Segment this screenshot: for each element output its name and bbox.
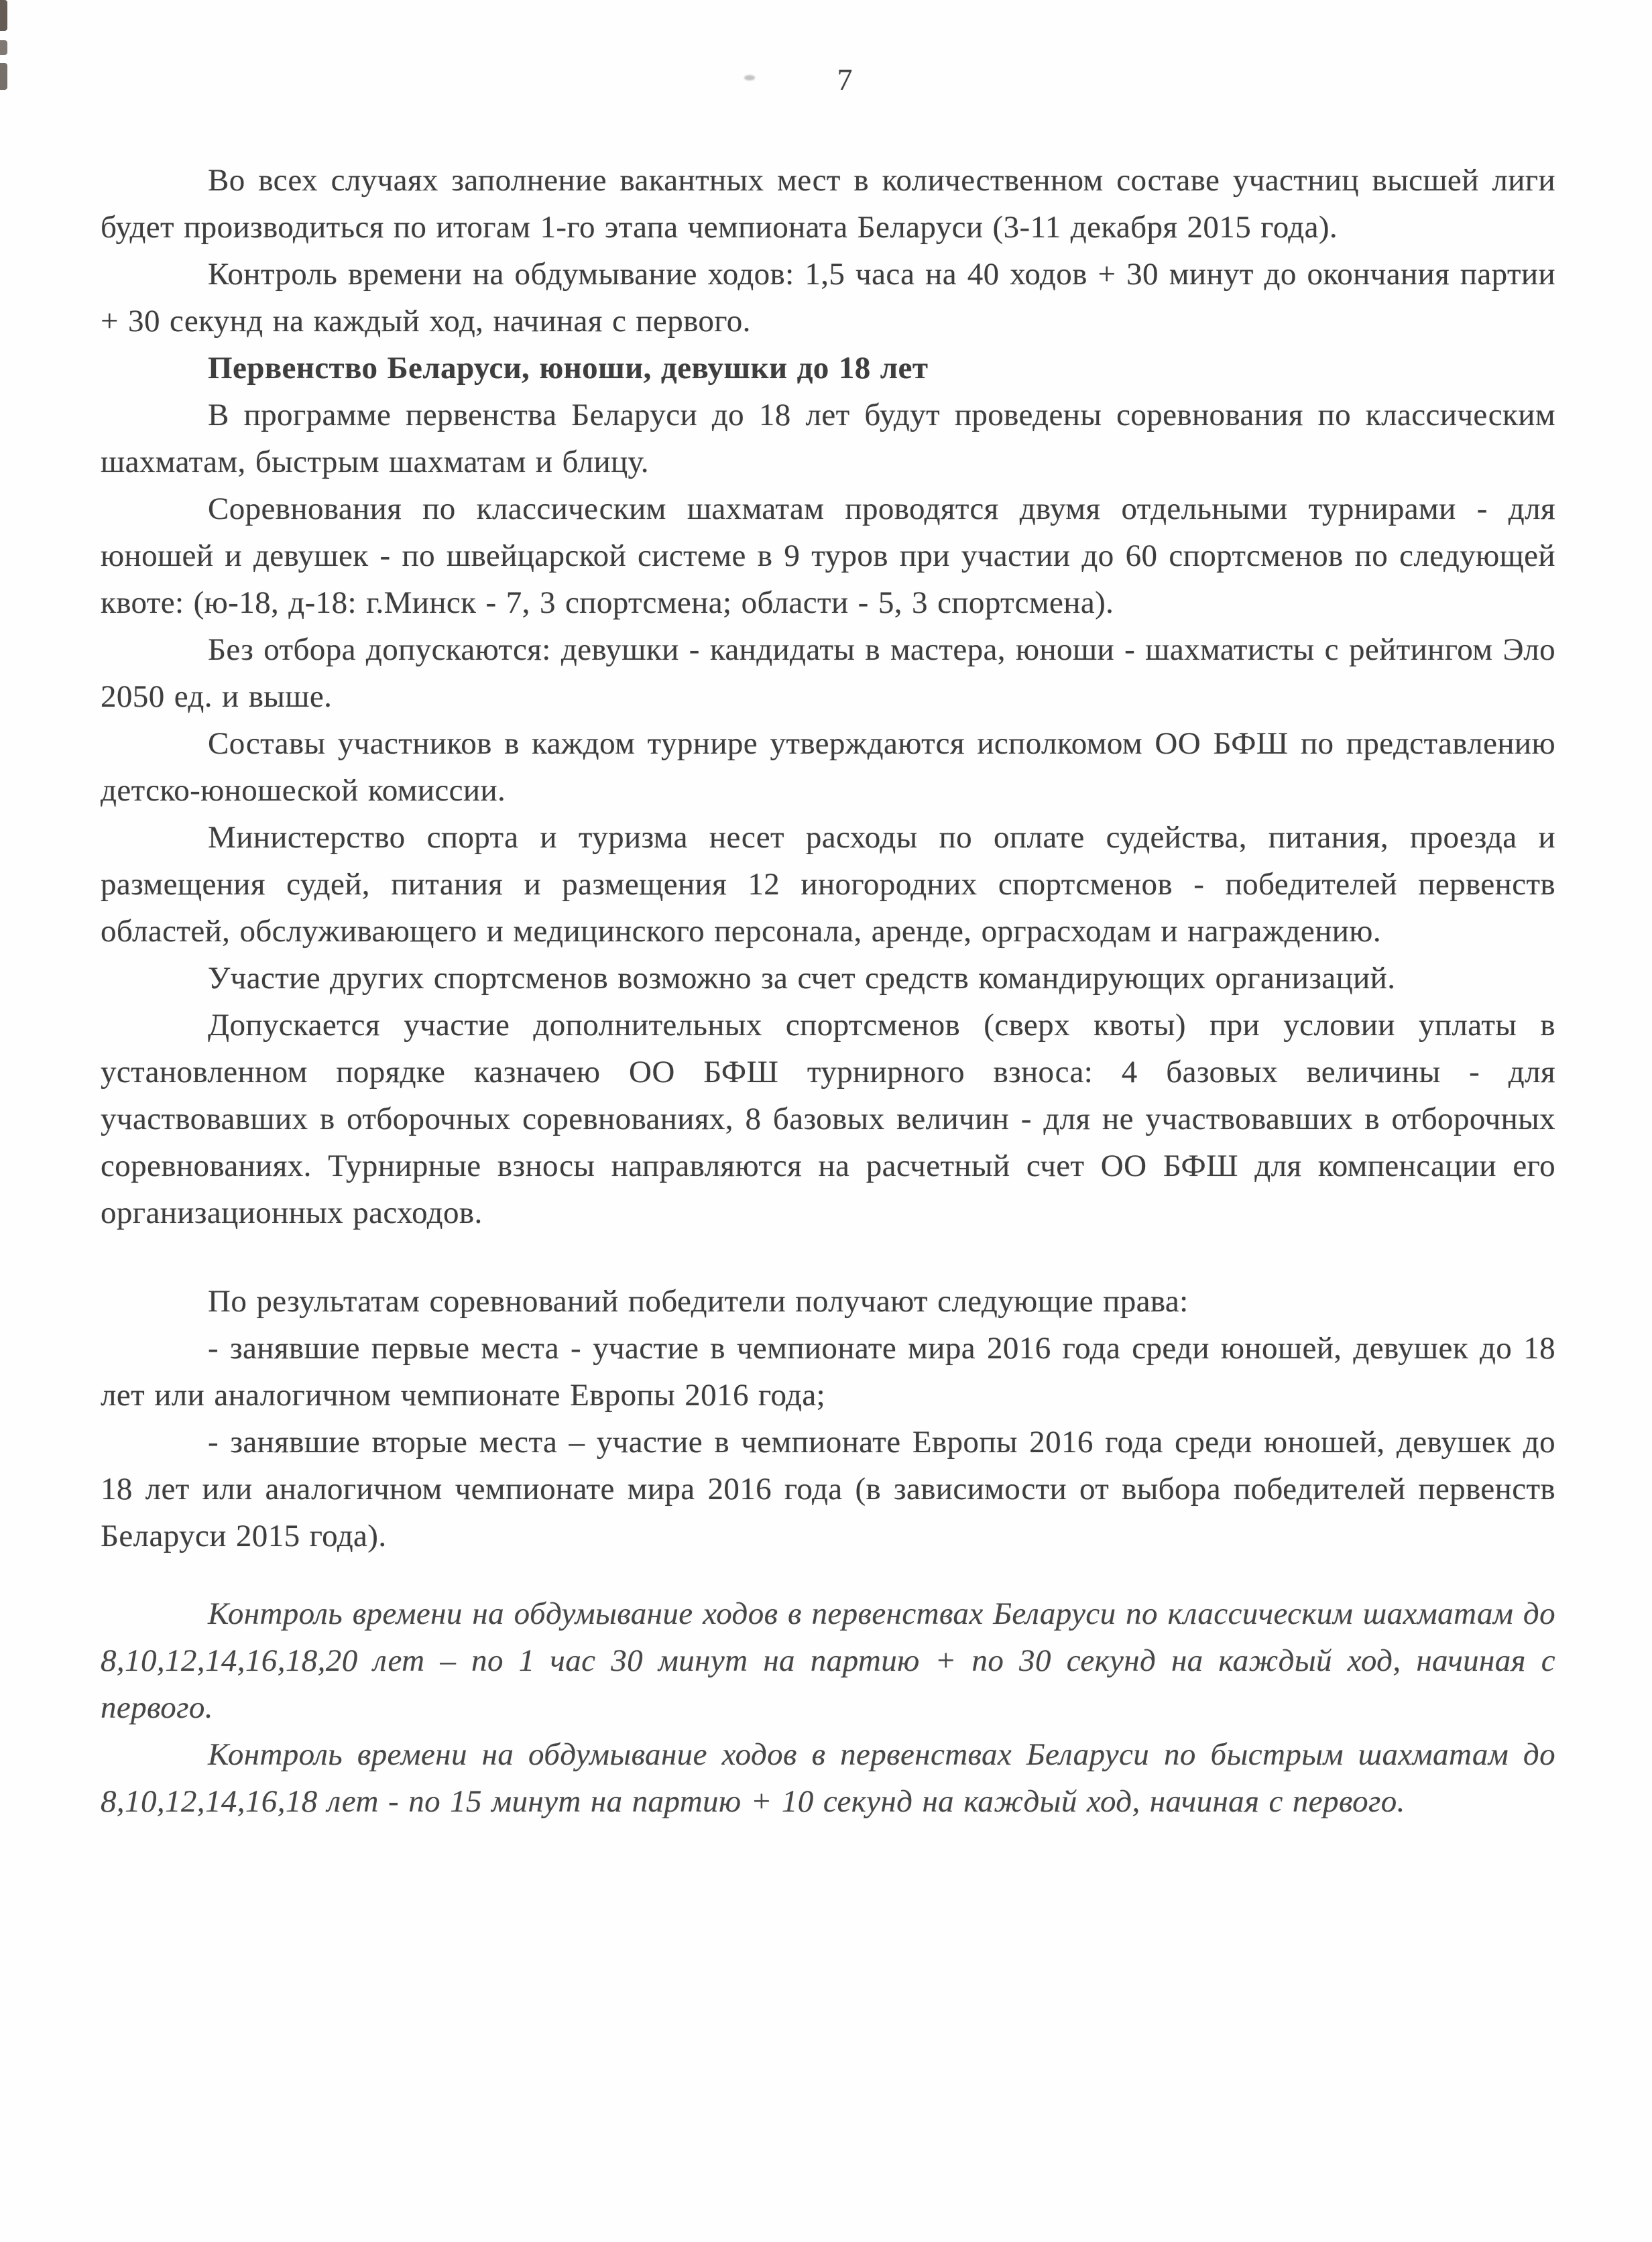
paragraph-program: В программе первенства Беларуси до 18 лет будут проведены соревнования по классическим шахматам, быстрым шахматам и блицу. [101, 398, 1555, 479]
paragraph-winners-rights-intro: По результатам соревнований победители получают следующие права: [208, 1284, 1189, 1319]
paragraph-other-athletes: Участие других спортсменов возможно за счет средств командирующих организаций. [208, 961, 1396, 996]
paragraph-no-selection: Без отбора допускаются: девушки - кандидаты в мастера, юноши - шахматисты с рейтингом Эло 2050 ед. и выше. [101, 632, 1555, 714]
paragraph-extra-athletes-fee: Допускается участие дополнительных спортсменов (сверх квоты) при условии уплаты в установленном порядке казначею ОО БФШ турнирного взноса: 4 базовых величины - для участвовавших в отборочных соревнованиях, 8 базовых величин - для не участвовавших в отборочных соревнованиях. Турнирные взносы направляются на расчетный счет ОО БФШ для компенсации его организационных расходов. [101, 1008, 1555, 1230]
section-heading-u18-championship: Первенство Беларуси, юноши, девушки до 18 лет [208, 351, 929, 386]
paragraph-vacancy-filling: Во всех случаях заполнение вакантных мест в количественном составе участниц высшей лиги будет производиться по итогам 1-го этапа чемпионата Беларуси (3-11 декабря 2015 года). [101, 163, 1555, 245]
paragraph-classical-system: Соревнования по классическим шахматам проводятся двумя отдельными турнирами - для юношей и девушек - по швейцарской системе в 9 туров при участии до 60 спортсменов по следующей квоте: (ю-18, д-18: г.Минск - 7, 3 спортсмена; области - 5, 3 спортсмена). [101, 491, 1555, 620]
paragraph-second-places-right: - занявшие вторые места – участие в чемпионате Европы 2016 года среди юношей, девушек до 18 лет или аналогичном чемпионате мира 2016 года (в зависимости от выбора победителей первенств Беларуси 2015 года). [101, 1425, 1555, 1553]
page-number: 7 [837, 62, 853, 97]
scan-edge-artifact [0, 0, 7, 31]
scan-edge-artifact [0, 63, 7, 90]
document-body [0, 157, 1652, 1825]
paragraph-time-control-rapid-youth: Контроль времени на обдумывание ходов в первенствах Беларуси по быстрым шахматам до 8,10,12,14,16,18 лет - по 15 минут на партию + 10 секунд на каждый ход, начиная с первого. [101, 1737, 1555, 1819]
paragraph-first-places-right: - занявшие первые места - участие в чемпионате мира 2016 года среди юношей, девушек до 18 лет или аналогичном чемпионате Европы 2016 года; [101, 1331, 1555, 1413]
paragraph-rosters-approval: Составы участников в каждом турнире утверждаются исполкомом ОО БФШ по представлению детско-юношеской комиссии. [101, 726, 1555, 808]
paragraph-time-control-women: Контроль времени на обдумывание ходов: 1,5 часа на 40 ходов + 30 минут до окончания партии + 30 секунд на каждый ход, начиная с первого. [101, 257, 1555, 339]
paragraph-ministry-expenses: Министерство спорта и туризма несет расходы по оплате судейства, питания, проезда и размещения судей, питания и размещения 12 иногородних спортсменов - победителей первенств областей, обслуживающего и медицинского персонала, аренде, орграсходам и награждению. [101, 820, 1555, 949]
paragraph-time-control-classical-youth: Контроль времени на обдумывание ходов в первенствах Беларуси по классическим шахматам до 8,10,12,14,16,18,20 лет – по 1 час 30 минут на партию + по 30 секунд на каждый ход, начиная с первого. [101, 1596, 1555, 1725]
scan-edge-artifact [0, 40, 7, 55]
